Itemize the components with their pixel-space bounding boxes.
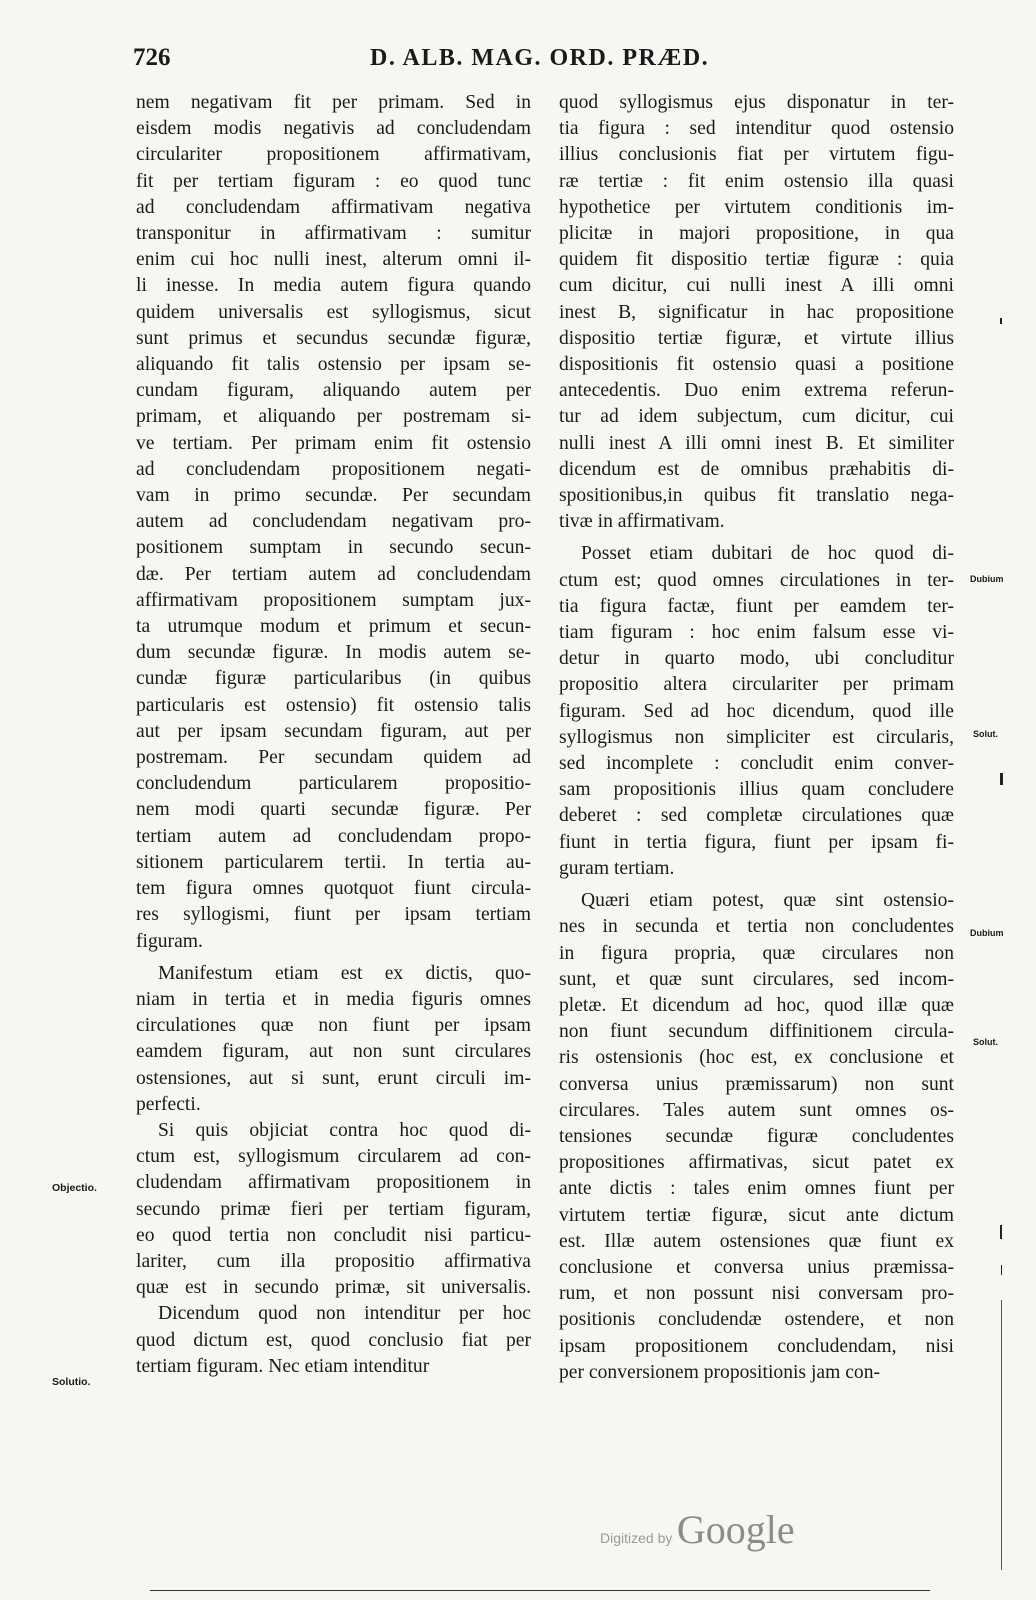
text-line: tivæ in affirmativam. bbox=[559, 511, 725, 533]
text-line: conversa unius præmissarum) non sunt bbox=[559, 1073, 954, 1095]
text-line: enim cui hoc nulli inest, alterum omni il- bbox=[136, 249, 531, 271]
text-line: non fiunt secundum diffinitionem circula- bbox=[559, 1021, 954, 1043]
text-line: dæ. Per tertiam autem ad concludendam bbox=[136, 563, 531, 585]
text-line: particularis est ostensio) fit ostensio talis bbox=[136, 694, 531, 716]
margin-note-solutio: Solutio. bbox=[52, 1376, 91, 1388]
text-line: conclusione et conversa unius præmissa- bbox=[559, 1256, 954, 1278]
left-column bbox=[136, 90, 531, 1380]
text-line: eisdem modis negativis ad concludendam bbox=[136, 118, 531, 140]
running-title: D. ALB. MAG. ORD. PRÆD. bbox=[370, 45, 710, 71]
text-line: eo quod tertia non concludit nisi particu- bbox=[136, 1224, 531, 1246]
print-speck bbox=[1001, 1265, 1002, 1275]
text-line: inest B, significatur in hac propositione bbox=[559, 301, 954, 323]
digitized-watermark bbox=[600, 1506, 795, 1553]
text-line: postremam. Per secundam quidem ad bbox=[136, 747, 531, 769]
text-line: li inesse. In media autem figura quando bbox=[136, 275, 531, 297]
text-line: ad concludendam affirmativam negativa bbox=[136, 196, 531, 218]
text-line: eamdem figuram, aut non sunt circulares bbox=[136, 1041, 531, 1063]
text-line: quidem universalis est syllogismus, sicut bbox=[136, 301, 531, 323]
text-line: quæ est in secundo primæ, sit universalis. bbox=[136, 1277, 531, 1299]
text-line: circulationes quæ non fiunt per ipsam bbox=[136, 1015, 531, 1037]
margin-note-objectio: Objectio. bbox=[52, 1182, 97, 1194]
text-line: figuram. Sed ad hoc dicendum, quod ille bbox=[559, 700, 954, 722]
text-line: plicitæ in majori propositione, in qua bbox=[559, 223, 954, 245]
text-line: hypothetice per virtutem conditionis im- bbox=[559, 196, 954, 218]
text-line: ad concludendam propositionem negati- bbox=[136, 458, 531, 480]
text-line: fit per tertiam figuram : eo quod tunc bbox=[136, 170, 531, 192]
text-line: tertiam figuram. Nec etiam intenditur bbox=[136, 1355, 430, 1377]
print-speck bbox=[1000, 1225, 1002, 1239]
text-line: Posset etiam dubitari de hoc quod di- bbox=[581, 543, 954, 565]
text-line: sed incomplete : concludit enim conver- bbox=[559, 753, 954, 775]
text-line: spositionibus,in quibus fit translatio nega- bbox=[559, 485, 954, 507]
text-line: virtutem tertiæ figuræ, sicut ante dictum bbox=[559, 1204, 954, 1226]
text-line: ante dictis : tales enim omnes fiunt per bbox=[559, 1178, 954, 1200]
text-line: concludendum particularem propositio- bbox=[136, 773, 531, 795]
text-line: positionis concludendæ ostendere, et non bbox=[559, 1309, 954, 1331]
google-logo-text: Google bbox=[676, 1507, 795, 1552]
text-line: circulares. Tales autem sunt omnes os- bbox=[559, 1099, 954, 1121]
text-line: autem ad concludendam negativam pro- bbox=[136, 511, 531, 533]
text-line: quidem fit dispositio tertiæ figuræ : quia bbox=[559, 249, 954, 271]
bottom-rule bbox=[150, 1590, 930, 1591]
text-line: quod syllogismus ejus disponatur in ter- bbox=[559, 92, 954, 113]
text-line: antecedentis. Duo enim extrema referun- bbox=[559, 380, 954, 402]
text-line: illius conclusionis fiat per virtutem figu- bbox=[559, 144, 954, 166]
text-line: circulariter propositionem affirmativam, bbox=[136, 144, 531, 166]
text-line: lariter, cum illa propositio affirmativa bbox=[136, 1250, 531, 1272]
text-line: ostensiones, aut si sunt, erunt circuli im- bbox=[136, 1067, 531, 1089]
text-line: ræ tertiæ : fit enim ostensio illa quasi bbox=[559, 170, 954, 192]
text-line: sam propositionis illius quam concludere bbox=[559, 779, 954, 801]
text-line: ta utrumque modum et primum et secun- bbox=[136, 616, 531, 638]
text-line: aliquando fit talis ostensio per ipsam se- bbox=[136, 354, 531, 376]
text-line: Si quis objiciat contra hoc quod di- bbox=[158, 1119, 531, 1141]
text-line: dispositio tertiæ figuræ, et virtute illius bbox=[559, 327, 954, 349]
text-line: niam in tertia et in media figuris omnes bbox=[136, 988, 531, 1010]
text-line: Quæri etiam potest, quæ sint ostensio- bbox=[581, 890, 954, 912]
print-speck bbox=[1000, 318, 1002, 324]
text-line: ctum est; quod omnes circulationes in ter- bbox=[559, 569, 954, 591]
text-line: dicendum est de omnibus præhabitis di- bbox=[559, 458, 954, 480]
text-line: tiam figuram : hoc enim falsum esse vi- bbox=[559, 622, 954, 644]
text-line: guram tertiam. bbox=[559, 857, 675, 879]
text-line: fiunt in tertia figura, fiunt per ipsam fi- bbox=[559, 831, 954, 853]
text-line: cundæ figuræ particularibus (in quibus bbox=[136, 668, 531, 690]
text-line: sunt primus et secundus secundæ figuræ, bbox=[136, 327, 531, 349]
text-line: per conversionem propositionis jam con- bbox=[559, 1361, 881, 1383]
text-line: propositiones affirmativas, sicut patet ex bbox=[559, 1152, 954, 1174]
margin-note-solutio-3: Solut. bbox=[973, 1037, 998, 1047]
text-line: est. Illæ autem ostensiones quæ fiunt ex bbox=[559, 1230, 954, 1252]
text-line: syllogismus non simpliciter est circularis, bbox=[559, 726, 954, 748]
text-line: res syllogismi, fiunt per ipsam tertiam bbox=[136, 904, 531, 926]
digitized-by-text: Digitized by bbox=[600, 1530, 673, 1546]
text-line: ctum est, syllogismum circularem ad con- bbox=[136, 1146, 531, 1168]
print-speck bbox=[1001, 1300, 1002, 1570]
text-line: nem negativam fit per primam. Sed in bbox=[136, 92, 531, 113]
text-line: Dicendum quod non intenditur per hoc bbox=[158, 1303, 531, 1325]
text-line: nulli inest A illi omni inest B. Et similiter bbox=[559, 432, 954, 454]
text-line: nes in secunda et tertia non concludentes bbox=[559, 916, 954, 938]
text-line: tur ad idem subjectum, cum dicitur, cui bbox=[559, 406, 954, 428]
text-line: figuram. bbox=[136, 930, 203, 952]
text-line: sitionem particularem tertii. In tertia au- bbox=[136, 851, 531, 873]
text-line: nem modi quarti secundæ figuræ. Per bbox=[136, 799, 531, 821]
text-line: Manifestum etiam est ex dictis, quo- bbox=[158, 962, 531, 984]
page-number: 726 bbox=[133, 44, 171, 71]
text-line: positionem sumptam in secundo secun- bbox=[136, 537, 531, 559]
text-line: pletæ. Et dicendum ad hoc, quod illæ quæ bbox=[559, 994, 954, 1016]
text-line: tia figura factæ, fiunt per eamdem ter- bbox=[559, 595, 954, 617]
text-line: dispositionis fit ostensio quasi a positione bbox=[559, 354, 954, 376]
margin-note-dubium-1: Dubium bbox=[970, 574, 1004, 584]
text-line: cundam figuram, aliquando autem per bbox=[136, 380, 531, 402]
text-line: aut per ipsam secundam figuram, aut per bbox=[136, 720, 531, 742]
text-line: in figura propria, quæ circulares non bbox=[559, 942, 954, 964]
margin-note-dubium-2: Dubium bbox=[970, 928, 1004, 938]
text-line: cum dicitur, cui nulli inest A illi omni bbox=[559, 275, 954, 297]
text-line: transponitur in affirmativam : sumitur bbox=[136, 223, 531, 245]
margin-note-solutio-2: Solut. bbox=[973, 729, 998, 739]
text-line: deberet : sed completæ circulationes quæ bbox=[559, 805, 954, 827]
text-line: tensiones secundæ figuræ concludentes bbox=[559, 1125, 954, 1147]
print-speck bbox=[1000, 773, 1003, 785]
text-line: primam, et aliquando per postremam si- bbox=[136, 406, 531, 428]
text-line: tia figura : sed intenditur quod ostensio bbox=[559, 118, 954, 140]
text-line: rum, et non possunt nisi conversam pro- bbox=[559, 1283, 954, 1305]
text-line: tertiam autem ad concludendam propo- bbox=[136, 825, 531, 847]
text-line: ipsam propositionem concludendam, nisi bbox=[559, 1335, 954, 1357]
text-line: detur in quarto modo, ubi concluditur bbox=[559, 648, 954, 670]
text-line: perfecti. bbox=[136, 1093, 201, 1115]
text-line: tem figura omnes quotquot fiunt circula- bbox=[136, 878, 531, 900]
text-line: ris ostensionis (hoc est, ex conclusione et bbox=[559, 1047, 954, 1069]
text-line: quod dictum est, quod conclusio fiat per bbox=[136, 1329, 531, 1351]
text-line: sunt, et quæ sunt circulares, sed incom- bbox=[559, 968, 954, 990]
text-line: vam in primo secundæ. Per secundam bbox=[136, 485, 531, 507]
text-line: dum secundæ figuræ. In modis autem se- bbox=[136, 642, 531, 664]
text-line: secundo primæ fieri per tertiam figuram, bbox=[136, 1198, 531, 1220]
text-line: cludendam affirmativam propositionem in bbox=[136, 1172, 531, 1194]
text-line: affirmativam propositionem sumptam jux- bbox=[136, 589, 531, 611]
text-line: propositio altera circulariter per primam bbox=[559, 674, 954, 696]
right-column bbox=[559, 90, 954, 1386]
text-line: ve tertiam. Per primam enim fit ostensio bbox=[136, 432, 531, 454]
